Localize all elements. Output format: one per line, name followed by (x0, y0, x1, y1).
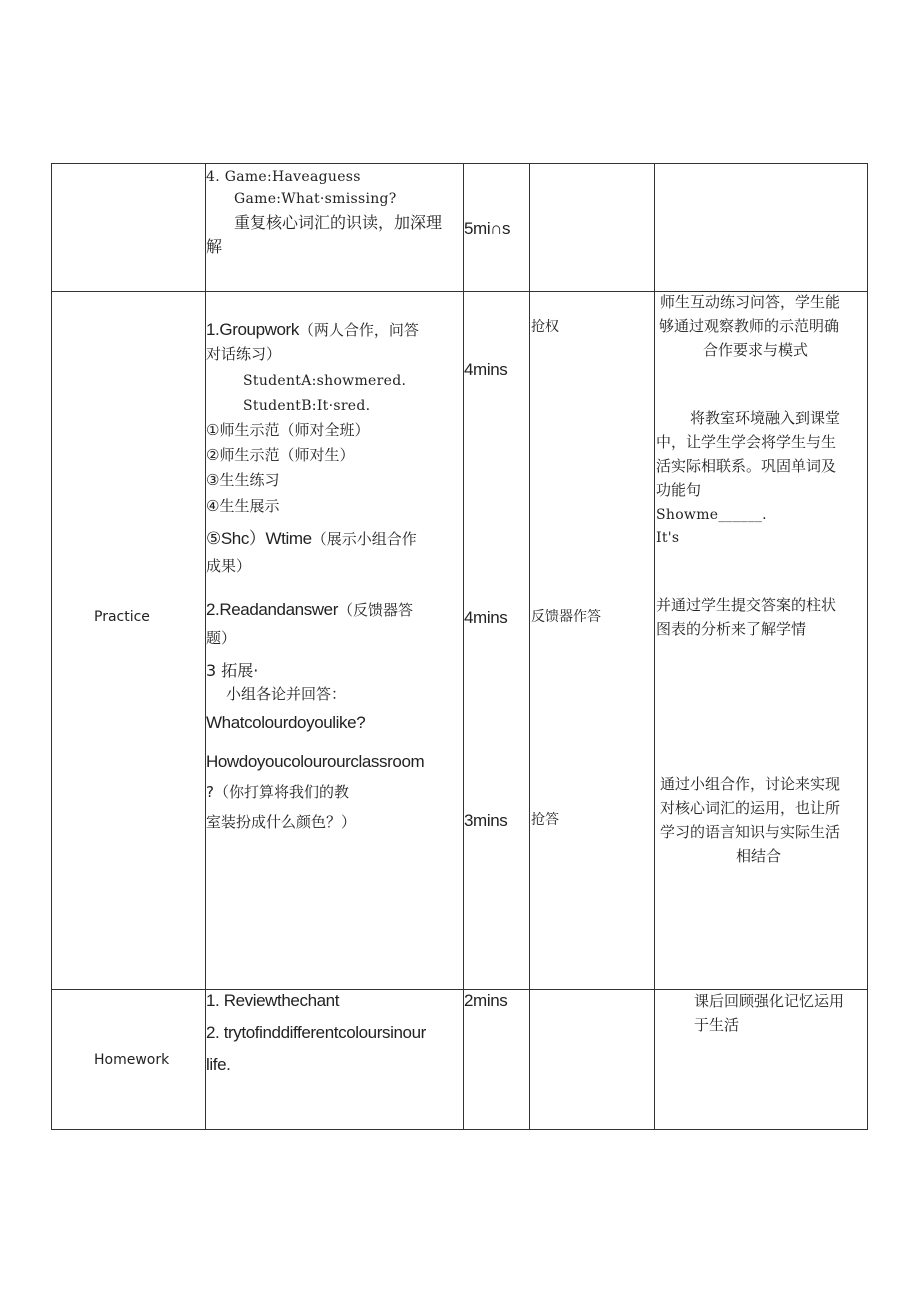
intent-d4: 相结合 (736, 847, 782, 865)
game-line-4: 解 (206, 237, 223, 256)
practice-step-3: ③生生练习 (206, 471, 280, 489)
intent-b6: It's (656, 530, 680, 546)
practice-step-4: ④生生展示 (206, 497, 280, 515)
stage-practice: Practice (94, 609, 150, 625)
practice-step-1: ①师生示范（师对全班） (206, 421, 370, 439)
stage-homework: Homework (94, 1052, 170, 1068)
step5-label: ⑤Shc）Wtime (206, 529, 312, 548)
homework-line-3: life. (206, 1055, 231, 1074)
practice-q1: Whatcolourdoyoulike? (206, 713, 366, 732)
practice-groupwork-2: 对话练习） (206, 345, 282, 363)
homework-intent-1: 课后回顾强化记忆运用 (694, 992, 845, 1010)
practice-time-1: 4mins (464, 360, 508, 379)
step5-note: （展示小组合作 (311, 530, 417, 548)
practice-groupwork (206, 320, 419, 340)
game-line-1: 4. Game:Haveaguess (206, 169, 361, 185)
column-divider (654, 164, 655, 1129)
practice-student-a: StudentA:showmered. (243, 373, 407, 389)
read-label: 2.Readandanswer (206, 600, 338, 619)
column-divider (463, 164, 464, 1129)
groupwork-note: （两人合作，问答 (298, 321, 419, 339)
intent-d2: 对核心词汇的运用，也让所 (660, 799, 841, 817)
intent-c1: 并通过学生提交答案的柱状 (656, 596, 837, 614)
intent-a3: 合作要求与模式 (703, 341, 809, 359)
intent-b3: 活实际相联系。巩固单词及 (656, 457, 837, 475)
intent-b5: Showme______. (656, 507, 767, 523)
intent-c2: 图表的分析来了解学情 (656, 620, 807, 638)
practice-discuss: 小组各论并回答： (226, 685, 347, 703)
groupwork-label: 1.Groupwork (206, 320, 299, 339)
homework-line-1: 1. Reviewthechant (206, 991, 340, 1010)
row-divider (52, 989, 867, 990)
practice-method-2: 反馈器作答 (531, 609, 601, 625)
homework-time: 2mins (464, 991, 508, 1010)
column-divider (529, 164, 530, 1129)
practice-time-3: 3mins (464, 811, 508, 830)
intent-b2: 中，让学生学会将学生与生 (656, 433, 837, 451)
intent-a2: 够通过观察教师的示范明确 (659, 317, 840, 335)
practice-method-1: 抢权 (531, 319, 559, 335)
read-note: （反馈器答 (337, 601, 413, 619)
game-line-2: Game:What·smissing? (234, 191, 397, 207)
intent-b1: 将教室环境融入到课堂 (690, 409, 841, 427)
practice-q2-tail: ?（你打算将我们的教 (206, 783, 349, 801)
practice-step-5b: 成果） (206, 557, 252, 575)
practice-read (206, 600, 413, 620)
practice-step-2: ②师生示范（师对生） (206, 446, 355, 464)
homework-line-2: 2. trytofinddifferentcoloursinour (206, 1023, 426, 1042)
practice-time-2: 4mins (464, 608, 508, 627)
practice-method-3: 抢答 (531, 812, 559, 828)
intent-a1: 师生互动练习问答，学生能 (660, 293, 841, 311)
intent-d3: 学习的语言知识与实际生活 (660, 823, 841, 841)
practice-step-5 (206, 529, 417, 549)
intent-d1: 通过小组合作，讨论来实现 (660, 775, 841, 793)
practice-read-2: 题） (206, 629, 237, 647)
row-divider (52, 291, 867, 292)
practice-q2-tail-2: 室装扮成什么颜色？） (206, 813, 357, 831)
practice-q2: Howdoyoucolourourclassroom (206, 752, 425, 771)
game-time: 5mi∩s (464, 219, 511, 238)
practice-student-b: StudentB:It·sred. (243, 398, 371, 414)
practice-extend: 3 拓展· (206, 661, 259, 680)
intent-b4: 功能句 (656, 481, 702, 499)
homework-intent-2: 于生活 (694, 1016, 740, 1034)
game-line-3: 重复核心词汇的识读，加深理 (234, 213, 443, 232)
